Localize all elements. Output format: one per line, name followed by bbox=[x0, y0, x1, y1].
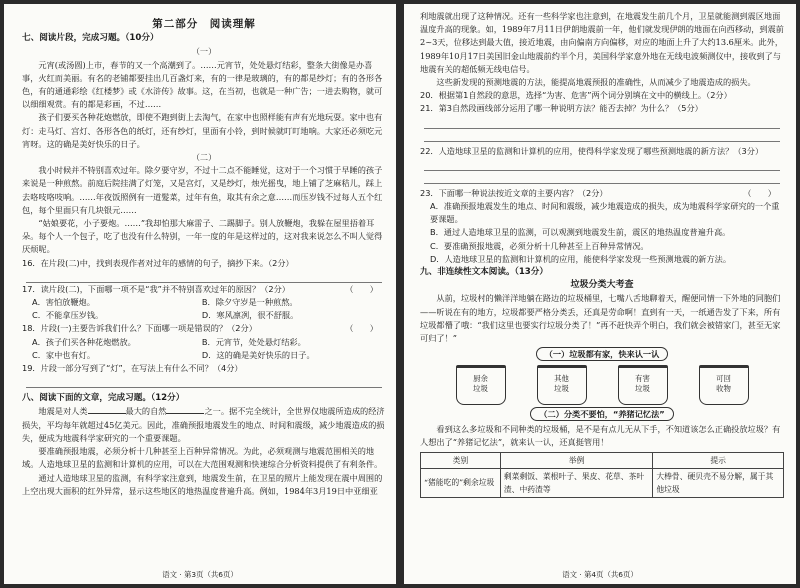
passage-3-para-1 bbox=[22, 405, 386, 445]
bin-label: 有害 垃圾 bbox=[635, 374, 650, 394]
question-17 bbox=[22, 283, 386, 296]
section-7-title: 七、阅读片段，完成习题。（10分） bbox=[22, 33, 159, 44]
page-right bbox=[404, 4, 796, 584]
option[interactable]: B．通过人造地球卫星的监测，可以观测到地震发生前，震区的地热温度普遍升高。 bbox=[430, 227, 731, 238]
part-title: 第二部分 阅读理解 bbox=[152, 18, 256, 30]
table-header: 举例 bbox=[500, 452, 652, 468]
answer-line[interactable] bbox=[26, 377, 382, 388]
subhead-1-label: （一）垃圾都有家，快来认一认 bbox=[536, 347, 669, 361]
fill-blank[interactable] bbox=[166, 405, 204, 414]
bin-kitchen-waste bbox=[456, 365, 506, 405]
option[interactable]: D．人造地球卫星的监测和计算机的应用，能使科学家发现一些预测地震的新方法。 bbox=[430, 253, 732, 264]
question-23 bbox=[420, 187, 784, 200]
answer-line[interactable] bbox=[424, 173, 780, 184]
question-22: 22．人造地球卫星的监测和计算机的应用，使得科学家发现了哪些预测地震的新方法？（3分） bbox=[420, 145, 764, 156]
question-18 bbox=[22, 322, 386, 335]
sorting-table bbox=[420, 452, 784, 499]
option[interactable]: C．要准确预报地震，必须分析十几种甚至上百种异常情况。 bbox=[430, 240, 649, 251]
answer-paren[interactable]: （ ） bbox=[345, 283, 378, 294]
question-23-options bbox=[420, 200, 784, 266]
question-21: 21．第3自然段画线部分运用了哪一种说明方法？能否去掉？为什么？（5分） bbox=[420, 103, 703, 114]
section-9-title: 九、非连续性文本阅读。（13分） bbox=[420, 267, 548, 278]
passage-2-para-2: “姑娘要花，小子要炮。……”我却怕那大麻雷子、二踢脚子。别人放鞭炮，我躲在屋里捂着耳朵。每个人一个包子，吃了也没有什么特别，一年一度的年是这样过的，这对我来说怎么不叫人觉得厌烦呢。 bbox=[22, 218, 383, 255]
subhead-1 bbox=[420, 347, 784, 361]
page-footer: 语文 · 第4页（共6页） bbox=[562, 569, 638, 579]
option[interactable]: D．这的确是美好快乐的日子。 bbox=[201, 349, 315, 360]
section-8-title: 八、阅读下面的文章，完成习题。（12分） bbox=[22, 393, 185, 404]
passage-3-para-4: 利地震就出现了这种情况。还有一些科学家也注意到，在地震发生前几个月，卫星就能测到震区地面温度升高的现象。如，1989年7月11日伊朗地震前一年，他们就发现伊朗的地面在向西移动，到震前2~3天，位移达到最大值，接近地震，由向偏南方向偏移，对应的地面上升了大约13.6厘米。此外，1989年10月17日美国旧金山地震前约半个月，美国科学家意外地在无线电波频测仪中，接收到了与地震有关的超低频无线电信号。 bbox=[420, 11, 784, 74]
page-left bbox=[4, 4, 396, 584]
bin-recyclable bbox=[699, 365, 749, 405]
article-title: 垃圾分类大考查 bbox=[570, 280, 634, 291]
question-19: 19．片段一部分写到了“灯”，在写法上有什么不同？（4分） bbox=[22, 363, 243, 374]
table-header: 提示 bbox=[653, 452, 784, 468]
article-para-1: 从前，垃圾村的懒洋洋地躺在路边的垃圾桶里，七嘴八舌地聊着天，醒便同情一下外地的同胞们——听说在有的地方，垃圾都要严格分类丢，还真是劳命啊！直到有一天，一纸通告发了下来，所有垃圾都懵了哦：“我们这里也要实行垃圾分类了！”再不赶快弄个明白，我们就会被错家门，甚至无家可归了！” bbox=[420, 293, 781, 344]
subhead-2 bbox=[420, 407, 784, 421]
article-para-2: 看到这么多垃圾和不同种类的垃圾桶，是不是有点儿无从下手，不知道该怎么正确投放垃圾？有人想出了“养猪记忆法”，就来认一认，还真挺管用！ bbox=[420, 424, 781, 448]
question-18-options bbox=[22, 336, 386, 362]
text-run: 地震是对人类 bbox=[38, 406, 88, 417]
table-row bbox=[421, 468, 784, 497]
passage-1-subtitle: （一） bbox=[191, 46, 217, 57]
fill-blank[interactable] bbox=[88, 405, 126, 414]
table-header: 类别 bbox=[421, 452, 501, 468]
table-cell: 剩菜剩饭、菜根叶子、果皮、花草、茶叶渣、中药渣等 bbox=[500, 468, 652, 497]
answer-line[interactable] bbox=[424, 118, 780, 129]
option[interactable]: A．准确预报地震发生的地点、时间和震级，减少地震造成的损失，成为地震科学家研究的一个重要课题。 bbox=[430, 201, 780, 225]
question-23-text: 23．下面哪一种说法按近文章的主要内容？（2分） bbox=[420, 187, 608, 198]
bin-label: 其他 垃圾 bbox=[554, 374, 569, 394]
answer-line[interactable] bbox=[424, 160, 780, 171]
passage-2-para-1: 我小时候并不特别喜欢过年。除夕要守岁，不过十二点不能睡觉，这对于一个习惯于早睡的孩子来说是一种煎熬。前庭后院挂满了灯笼，又是宫灯，又是纱灯，烛光摇曳，地上铺了芝麻秸儿，踩上去咯吱咯吱响。……年夜饭照例有一道髮菜，过年有鱼，取其有余之意……而压岁钱不过每人五个红包，每个里面只有几块银元…… bbox=[22, 165, 383, 215]
page-footer: 语文 · 第3页（共6页） bbox=[162, 569, 238, 579]
option[interactable]: A．害怕放鞭炮。 bbox=[32, 297, 95, 308]
answer-line[interactable] bbox=[26, 272, 382, 283]
option[interactable]: A．孩子们买各种花炮燃放。 bbox=[32, 336, 136, 347]
trash-bins bbox=[420, 363, 784, 405]
passage-3-para-3: 通过人造地球卫星的监测，有科学家注意到，地震发生前，在卫星的照片上能发现在震中周围的上空出现大面积的红外异常，显示这些地区的地热温度普遍升高。例如，1984年3月19日中亚细亚 bbox=[22, 472, 383, 496]
answer-line[interactable] bbox=[424, 131, 780, 142]
passage-3-para-2: 要准确预报地震，必须分析十几种甚至上百种异常情况。为此，必须观测与地震范围相关的地域。人造地球卫星的监测和计算机的应用，可以在大范围观测和快速综合分析资料提供了有利条件。 bbox=[22, 446, 383, 470]
passage-3-para-5: 这些新发现的预测地震的方法，能提高地震预报的准确性，从而减少了地震造成的损失。 bbox=[436, 77, 756, 88]
question-16: 16．在片段(二)中，找到表现作者对过年的感情的句子，摘抄下来。（2分） bbox=[22, 257, 294, 268]
option[interactable]: B．除夕守岁是一种煎熬。 bbox=[201, 297, 298, 308]
question-17-text: 17．读片段(二)，下面哪一项不是“我”并不特别喜欢过年的原因？（2分） bbox=[22, 283, 290, 294]
subhead-2-label: （二）分类不要怕，“养猪记忆法” bbox=[530, 407, 673, 421]
passage-1-para-1: 元宵(或汤圆)上市，春节的又一个高潮到了。……元宵节，处处悬灯结彩，整条大街像是办喜事，火红而美丽。有名的老铺都要挂出几百盏灯来，有的一律是玻璃的，有的都是纱灯；有的各形各色，有的通通彩绘《红楼梦》或《水浒传》故事。这，在当初，也就是一种广告；一进去购物，就可以细细观赏。有的都是彩画，不过…… bbox=[22, 59, 383, 110]
book-spine bbox=[396, 0, 404, 588]
option[interactable]: D．寒风凛冽，很不舒服。 bbox=[201, 310, 299, 321]
passage-1-para-2: 孩子们要买各种花炮燃放，即使不跑到街上去淘气，在家中也照样能有声有光地玩耍。家中也有灯：走马灯、宫灯、各形各色的纸灯，还有纱灯，里面有小铃，到时候就叮叮地响。大家还必须吃元宵呀。这的确是美好快乐的日子。 bbox=[22, 112, 383, 149]
option[interactable]: B．元宵节，处处悬灯结彩。 bbox=[201, 336, 306, 347]
bin-label: 可回 收物 bbox=[716, 374, 731, 394]
bin-hazardous-waste bbox=[618, 365, 668, 405]
bin-other-waste bbox=[537, 365, 587, 405]
question-20: 20．根据第1自然段的意思，选择“为害、危害”两个词分别填在文中的横线上。（2分） bbox=[420, 90, 732, 101]
option[interactable]: C．家中也有灯。 bbox=[32, 349, 96, 360]
bin-label: 厨余 垃圾 bbox=[473, 374, 488, 394]
passage-2-subtitle: （二） bbox=[191, 152, 217, 163]
answer-paren[interactable]: （ ） bbox=[743, 187, 776, 198]
answer-paren[interactable]: （ ） bbox=[345, 323, 378, 334]
table-header-row bbox=[421, 452, 784, 468]
table-cell: 大棒骨、硬贝壳不易分解，属于其他垃圾 bbox=[653, 468, 784, 497]
option[interactable]: C．不能拿压岁钱。 bbox=[32, 310, 104, 321]
table-cell: “猪能吃的”剩余垃圾 bbox=[421, 468, 501, 497]
question-17-options bbox=[22, 296, 386, 322]
question-18-text: 18．片段(一)主要告诉我们什么？下面哪一项是错误的？（2分） bbox=[22, 323, 257, 334]
text-run: 之一。据不完全统计，全世界仅地震所造成的经济损失，平均每年就超过45亿美元。因此，准确预报地震发生的地点、时间和震级，减少地震造成的损失，便成为地震科学家研究的一个重要课题。 bbox=[22, 406, 385, 443]
text-run: 最大的自然 bbox=[125, 406, 167, 417]
